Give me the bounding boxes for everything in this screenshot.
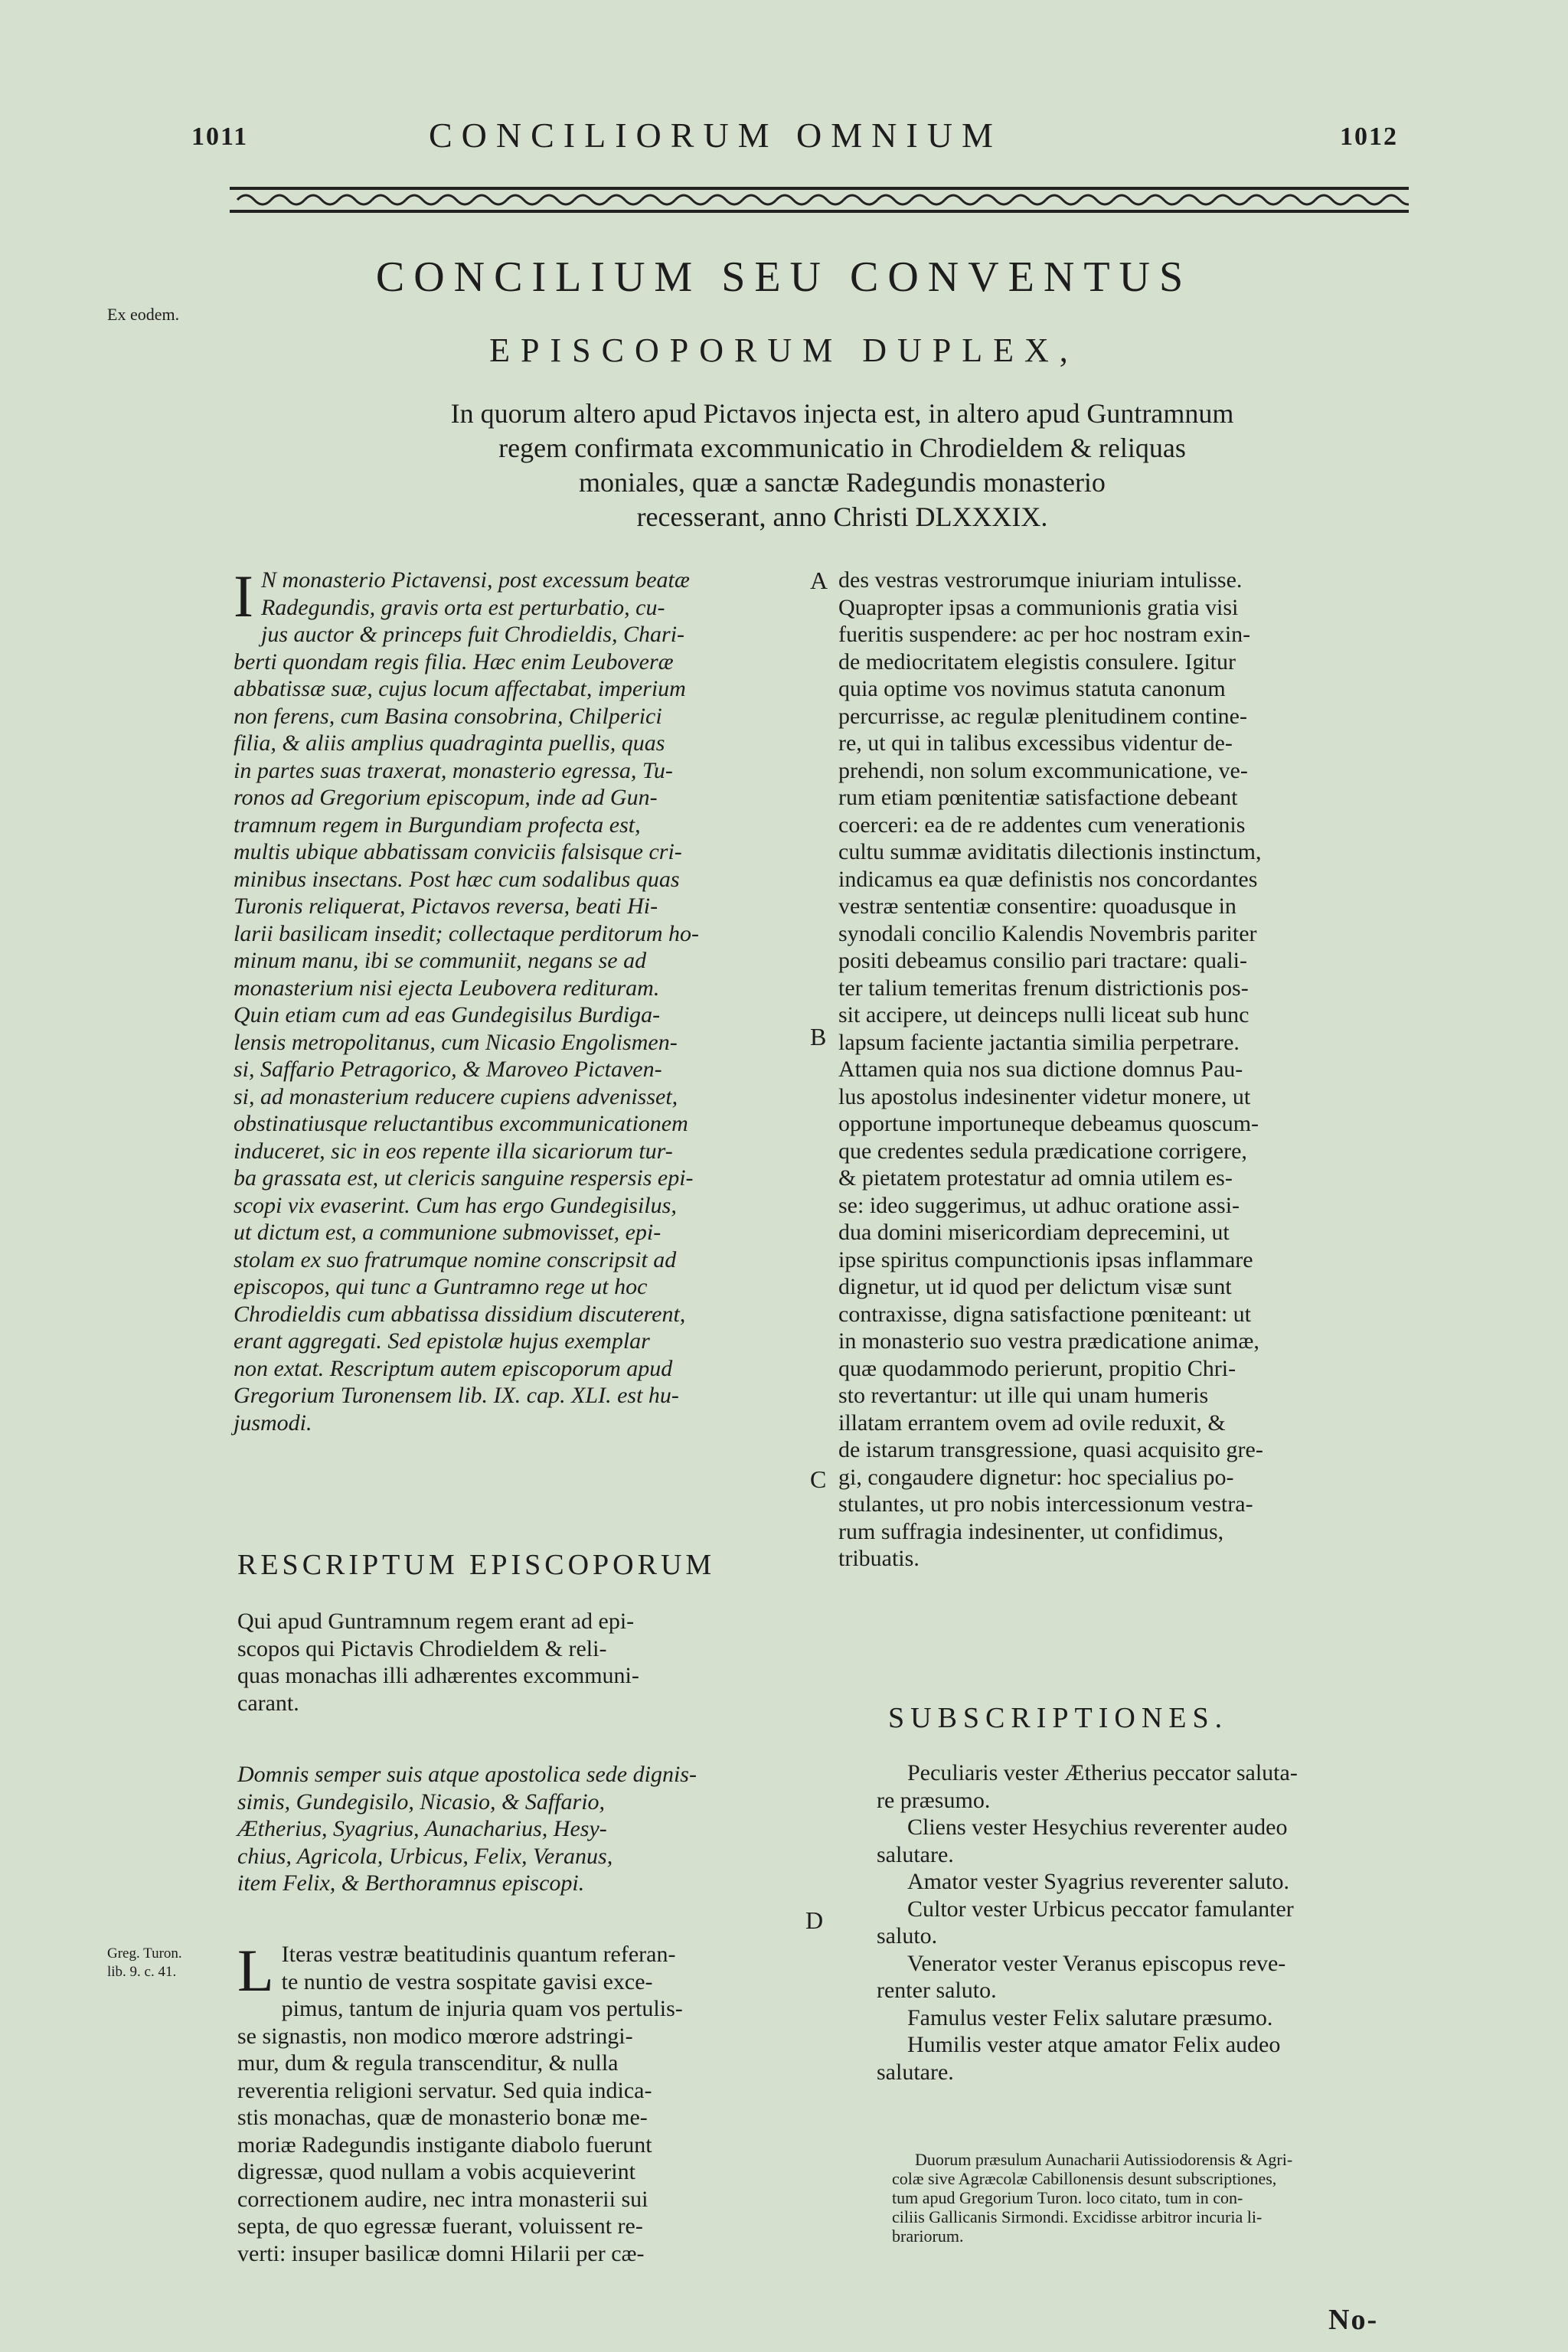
letter-right-line: ipse spiritus compunctionis ipsas inflammare — [838, 1246, 1253, 1272]
letter-right-line: de istarum transgressione, quasi acquisito gre- — [838, 1437, 1263, 1462]
salutation-line: Domnis semper suis atque apostolica sede dignis- — [237, 1762, 697, 1787]
letter-right-line: & pietatem protestatur ad omnia utilem es- — [838, 1165, 1233, 1191]
narrative-line: ba grassata est, ut clericis sanguine respersis epi- — [234, 1165, 694, 1191]
subscriptions-line: Famulus vester Felix salutare præsumo. — [907, 2004, 1273, 2030]
letter-left-line: mur, dum & regula transcenditur, & nulla — [237, 2050, 619, 2076]
letter-right-line: indicamus ea quæ definistis nos concordantes — [838, 866, 1258, 892]
letter-left-line: septa, de quo egressæ fuerant, voluissent re- — [237, 2213, 643, 2239]
letter-left-line: digressæ, quod nullam a vobis acquieverint — [237, 2159, 635, 2184]
narrative-drop-cap: I — [234, 563, 253, 629]
narrative-line: in partes suas traxerat, monasterio egressa, Tu- — [234, 757, 673, 783]
letter-left-line: Iteras vestræ beatitudinis quantum referan- — [281, 1942, 676, 1967]
letter-right-line: dua domini misericordiam deprecemini, ut — [838, 1220, 1230, 1245]
letter-drop-cap: L — [237, 1937, 274, 2004]
rescript-intro-line: quas monachas illi adhærentes excommuni- — [237, 1663, 639, 1688]
letter-right-line: synodali concilio Kalendis Novembris pariter — [838, 920, 1257, 946]
letter-right-line: des vestras vestrorumque iniuriam intulisse. — [838, 567, 1243, 593]
letter-right-line: sto revertantur: ut ille qui unam humeris — [838, 1383, 1209, 1408]
subscriptions-line: Cultor vester Urbicus peccator famulanter — [907, 1896, 1294, 1922]
footnote — [892, 2150, 1428, 2246]
letter-right-line: re, ut qui in talibus excessibus videntur de- — [838, 730, 1233, 756]
subscriptions-line: saluto. — [877, 1923, 938, 1949]
narrative-line: berti quondam regis filia. Hæc enim Leuboveræ — [234, 648, 674, 675]
footnote-line: Duorum præsulum Aunacharii Autissiodorensis & Agri- — [915, 2150, 1293, 2169]
rescript-intro-line: Qui apud Guntramnum regem erant ad epi- — [237, 1609, 635, 1634]
side-note-line: Greg. Turon. — [107, 1945, 182, 1962]
footnote-line: colæ sive Agræcolæ Cabillonensis desunt subscriptiones, — [892, 2169, 1277, 2188]
letter-right-line: Attamen quia nos sua dictione domnus Pau- — [838, 1057, 1243, 1082]
narrative-line: Chrodieldis cum abbatissa dissidium discuterent, — [234, 1301, 686, 1327]
narrative-line: induceret, sic in eos repente illa sicariorum tur- — [234, 1138, 673, 1164]
subscriptions-line: Peculiaris vester Ætherius peccator saluta- — [907, 1760, 1298, 1785]
salutation-line: chius, Agricola, Urbicus, Felix, Veranus, — [237, 1843, 613, 1869]
narrative-line: minibus insectans. Post hæc cum sodalibus quas — [234, 866, 680, 892]
letter-right-line: positi debeamus consilio pari tractare: quali- — [838, 948, 1247, 973]
letter-right-line: gi, congaudere dignetur: hoc specialius po- — [838, 1464, 1234, 1490]
section-marker-a: A — [810, 567, 828, 594]
summary — [253, 397, 1432, 534]
narrative-line: Quin etiam cum ad eas Gundegisilus Burdiga- — [234, 1002, 661, 1027]
subscriptions-line: salutare. — [877, 2059, 954, 2085]
narrative-line: jus auctor & princeps fuit Chrodieldis, Chari- — [260, 622, 685, 647]
letter-right-line: in monasterio suo vestra prædicatione animæ, — [838, 1328, 1259, 1354]
letter-right-line: se: ideo suggerimus, ut adhuc oratione assi- — [838, 1192, 1240, 1218]
running-title: CONCILIORUM OMNIUM — [429, 116, 1002, 155]
salutation-line: item Felix, & Berthoramnus episcopi. — [237, 1870, 585, 1896]
letter-right-line: sit accipere, ut deinceps nulli liceat sub hunc — [838, 1002, 1250, 1027]
footnote-line: brariorum. — [892, 2226, 964, 2246]
narrative-line: abbatissæ suæ, cujus locum affectabat, imperium — [234, 676, 686, 701]
narrative-line: lensis metropolitanus, cum Nicasio Engolismen- — [234, 1029, 678, 1055]
narrative-line: obstinatiusque reluctantibus excommunicationem — [234, 1111, 688, 1136]
narrative-line: jusmodi. — [234, 1410, 312, 1436]
letter-right-line: fueritis suspendere: ac per hoc nostram exin- — [838, 622, 1251, 647]
narrative — [234, 563, 808, 1436]
letter-right-line: ter talium temeritas frenum districtionis pos- — [838, 975, 1249, 1001]
letter-left-line: stis monachas, quæ de monasterio bonæ me- — [237, 2105, 648, 2130]
margin-note-top: Ex eodem. — [107, 305, 180, 324]
letter-right-line: lapsum faciente jactantia similia perpetrare. — [838, 1029, 1240, 1055]
page-number-left: 1011 — [191, 122, 249, 151]
letter-right-line: rum etiam pœnitentiæ satisfactione debeant — [838, 785, 1238, 810]
salutation — [237, 1761, 812, 1897]
subscriptions-line: Venerator vester Veranus episcopus reve- — [907, 1950, 1286, 1976]
letter-left-line: pimus, tantum de injuria quam vos pertulis- — [281, 1996, 683, 2021]
letter-right-line: vestræ sententiæ consentire: quoadusque in — [838, 893, 1236, 919]
narrative-line: monasterium nisi ejecta Leubovera redituram. — [234, 975, 660, 1001]
ornament-band — [230, 184, 1409, 216]
narrative-line: Turonis reliquerat, Pictavos reversa, beati Hi- — [234, 893, 658, 919]
narrative-line: filia, & aliis amplius quadraginta puellis, quas — [234, 730, 665, 756]
narrative-line: erant aggregati. Sed epistolæ hujus exemplar — [234, 1328, 650, 1354]
subscriptions-line: Amator vester Syagrius reverenter saluto. — [907, 1869, 1289, 1894]
letter-left-line: moriæ Radegundis instigante diabolo fuerunt — [237, 2132, 652, 2158]
running-head — [0, 115, 1568, 168]
section-marker-c: C — [810, 1465, 827, 1493]
footnote-line: ciliis Gallicanis Sirmondi. Excidisse arbitror incuria li- — [892, 2207, 1263, 2226]
narrative-line: scopi vix evaserint. Cum has ergo Gundegisilus, — [234, 1192, 677, 1218]
letter-right-line: que credentes sedula prædicatione corrigere, — [838, 1138, 1247, 1164]
letter-right-line: prehendi, non solum excommunicatione, ve- — [838, 757, 1248, 783]
side-note — [107, 1945, 182, 1981]
letter-right-line: tribuatis. — [838, 1546, 920, 1571]
subscriptions-line: Cliens vester Hesychius reverenter audeo — [907, 1815, 1288, 1840]
salutation-line: simis, Gundegisilo, Nicasio, & Saffario, — [237, 1788, 606, 1815]
catchword: No- — [1328, 2304, 1379, 2336]
side-note-line: lib. 9. c. 41. — [107, 1964, 177, 1980]
letter-right-line: de mediocritatem elegistis consulere. Igitur — [838, 648, 1236, 675]
section-marker-d: D — [805, 1906, 824, 1934]
narrative-line: tramnum regem in Burgundiam profecta est, — [234, 812, 641, 838]
narrative-line: non extat. Rescriptum autem episcoporum apud — [234, 1355, 673, 1381]
summary-line: In quorum altero apud Pictavos injecta est, in altero apud Guntramnum — [450, 398, 1234, 429]
narrative-line: N monasterio Pictavensi, post excessum beatæ — [260, 567, 690, 593]
subscriptions — [877, 1759, 1428, 2086]
narrative-line: si, Saffario Petragorico, & Maroveo Pictaven- — [234, 1057, 662, 1082]
letter-right-line: quia optime vos novimus statuta canonum — [838, 676, 1226, 701]
subscriptions-line: renter saluto. — [877, 1978, 997, 2003]
subtitle: EPISCOPORUM DUPLEX, — [489, 332, 1079, 369]
narrative-line: Radegundis, gravis orta est perturbatio, cu- — [260, 594, 665, 620]
letter-left — [237, 1937, 812, 2267]
salutation-line: Ætherius, Syagrius, Aunacharius, Hesy- — [237, 1816, 607, 1841]
letter-left-line: reverentia religioni servatur. Sed quia indica- — [237, 2077, 652, 2103]
rescript-intro-line: scopos qui Pictavis Chrodieldem & reli- — [237, 1635, 607, 1661]
letter-right-line: coerceri: ea de re addentes cum venerationis — [838, 812, 1246, 838]
rescript-intro-line: carant. — [237, 1690, 299, 1716]
letter-left-line: verti: insuper basilicæ domni Hilarii per cæ- — [237, 2240, 645, 2266]
footnote-line: tum apud Gregorium Turon. loco citato, tum in con- — [892, 2188, 1243, 2207]
summary-line: regem confirmata excommunicatio in Chrodieldem & reliquas — [498, 433, 1186, 463]
letter-left-line: correctionem audire, nec intra monasterii sui — [237, 2186, 648, 2212]
letter-right-line: lus apostolus indesinenter videtur monere, ut — [838, 1083, 1251, 1109]
letter-right-line: opportune importuneque debeamus quoscum- — [838, 1111, 1259, 1136]
letter-left-line: se signastis, non modico mœrore adstringi- — [237, 2023, 633, 2049]
letter-right-line: rum suffragia indesinenter, ut confidimus, — [838, 1518, 1224, 1544]
summary-line: moniales, quæ a sanctæ Radegundis monasterio — [579, 467, 1106, 498]
subscriptions-line: re præsumo. — [877, 1787, 991, 1813]
narrative-line: minum manu, ibi se communiit, negans se ad — [234, 948, 647, 973]
narrative-line: episcopos, qui tunc a Guntramno rege ut hoc — [234, 1274, 648, 1299]
narrative-line: stolam ex suo fratrumque nomine conscripsit ad — [234, 1246, 677, 1272]
page-number-right: 1012 — [1340, 122, 1398, 151]
rescript-heading: RESCRIPTUM EPISCOPORUM — [237, 1549, 716, 1581]
letter-right-line: stulantes, ut pro nobis intercessionum vestra- — [838, 1491, 1253, 1517]
letter-right-line: quæ quodammodo perierunt, propitio Chri- — [838, 1355, 1236, 1381]
summary-line: recesserant, anno Christi DLXXXIX. — [636, 501, 1048, 532]
section-marker-b: B — [810, 1023, 827, 1050]
narrative-line: si, ad monasterium reducere cupiens advenisset, — [234, 1083, 678, 1109]
narrative-line: larii basilicam insedit; collectaque perditorum ho- — [234, 920, 699, 946]
narrative-line: multis ubique abbatissam conviciis falsisque cri- — [234, 839, 682, 864]
letter-right-line: Quapropter ipsas a communionis gratia visi — [838, 594, 1239, 620]
narrative-line: ronos ad Gregorium episcopum, inde ad Gun- — [234, 785, 658, 810]
subscriptions-heading: SUBSCRIPTIONES. — [888, 1702, 1229, 1734]
rescript-intro — [237, 1608, 812, 1717]
letter-right-line: illatam errantem ovem ad ovile reduxit, & — [838, 1410, 1226, 1436]
letter-right — [838, 567, 1428, 1573]
narrative-line: non ferens, cum Basina consobrina, Chilperici — [234, 703, 662, 729]
narrative-line: ut dictum est, a communione submovisset, epi- — [234, 1220, 662, 1245]
letter-right-line: cultu summæ aviditatis dilectionis instinctum, — [838, 839, 1262, 864]
narrative-line: Gregorium Turonensem lib. IX. cap. XLI. est hu- — [234, 1383, 679, 1408]
subscriptions-line: salutare. — [877, 1841, 954, 1867]
main-title: CONCILIUM SEU CONVENTUS — [375, 253, 1193, 301]
letter-right-line: dignetur, ut id quod per delictum visæ sunt — [838, 1274, 1232, 1299]
letter-right-line: contraxisse, digna satisfactione pœniteant: ut — [838, 1301, 1252, 1327]
letter-left-line: te nuntio de vestra sospitate gavisi exce- — [281, 1968, 653, 1994]
letter-right-line: percurrisse, ac regulæ plenitudinem contine- — [838, 703, 1247, 729]
subscriptions-line: Humilis vester atque amator Felix audeo — [907, 2032, 1281, 2057]
